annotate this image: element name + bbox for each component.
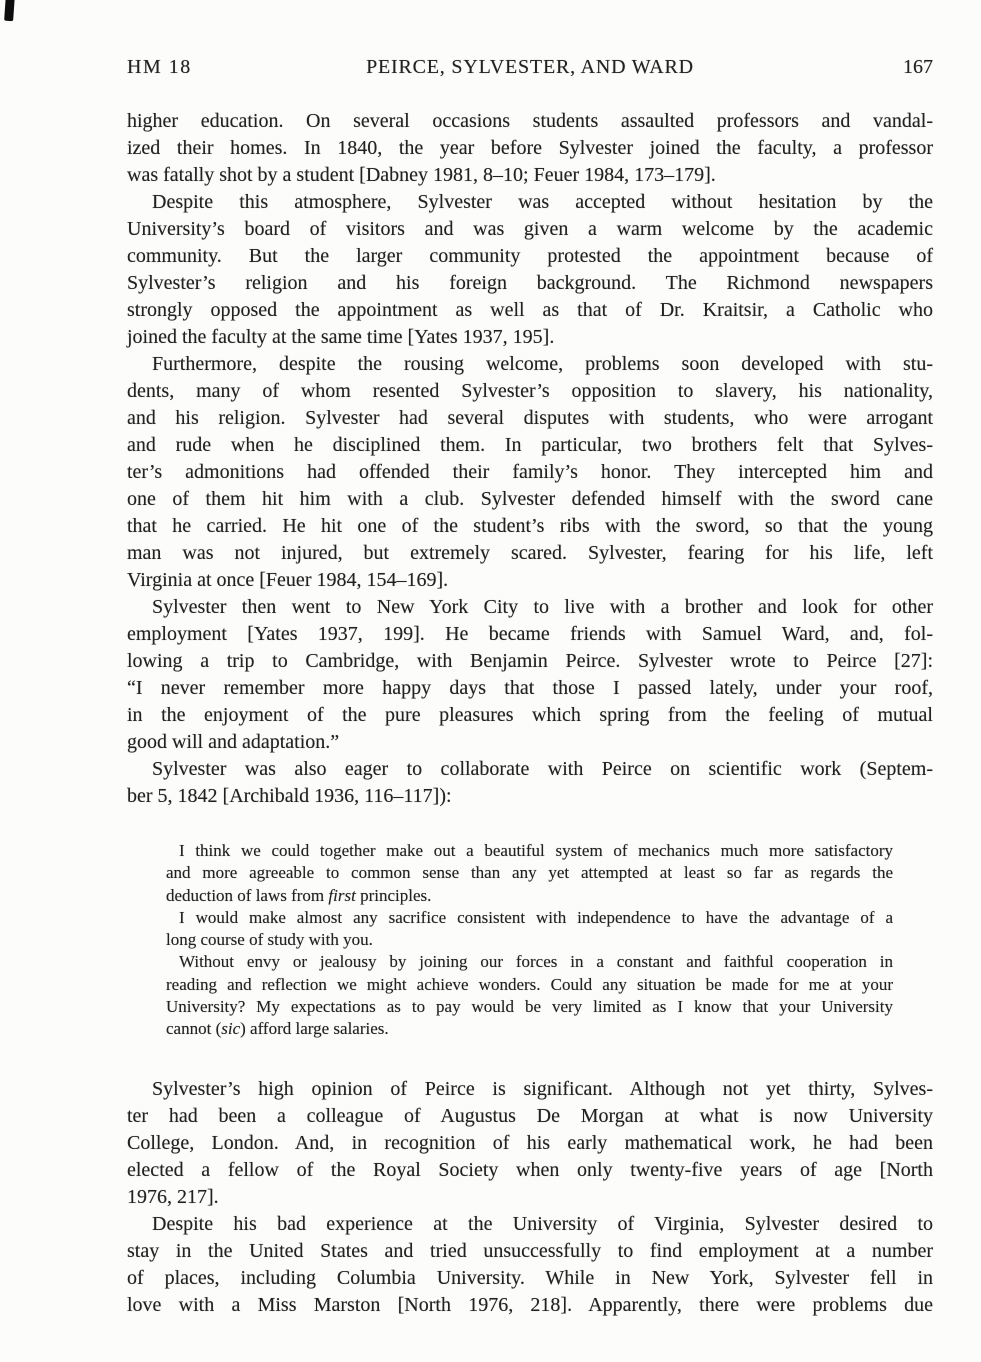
text-line: elected a fellow of the Royal Society when only twenty-five years of age [North <box>127 1158 933 1181</box>
journal-volume-code: HM 18 <box>127 56 192 78</box>
text-line: employment [Yates 1937, 199]. He became friends with Samuel Ward, and, fol- <box>127 623 933 645</box>
running-title: PEIRCE, SYLVESTER, AND WARD <box>366 56 694 78</box>
text-line: dents, many of whom resented Sylvester’s opposition to slavery, his nationality, <box>127 380 933 402</box>
text-line: ter’s admonitions had offended their family’s honor. They intercepted him and <box>127 461 933 483</box>
text-line: Despite this atmosphere, Sylvester was accepted without hesitation by the <box>152 191 933 213</box>
body-text-lower <box>127 1076 933 1319</box>
text-line: lowing a trip to Cambridge, with Benjamin Peirce. Sylvester wrote to Peirce [27]: <box>127 650 933 672</box>
text-line: man was not injured, but extremely scared. Sylvester, fearing for his life, left <box>127 542 933 564</box>
text-line: joined the faculty at the same time [Yates 1937, 195]. <box>127 326 555 348</box>
scan-artifact-mark <box>4 0 15 21</box>
text-line: and rude when he disciplined them. In particular, two brothers felt that Sylves- <box>127 434 933 456</box>
text-line: love with a Miss Marston [North 1976, 218]. Apparently, there were problems due <box>127 1293 933 1316</box>
text-line: deduction of laws from first principles. <box>166 885 432 905</box>
letter-block-quote <box>166 840 893 1041</box>
text-line: higher education. On several occasions students assaulted professors and vandal- <box>127 110 933 132</box>
text-line: ber 5, 1842 [Archibald 1936, 116–117]): <box>127 785 452 807</box>
text-line: of places, including Columbia University. While in New York, Sylvester fell in <box>127 1266 933 1289</box>
text-line: Sylvester’s high opinion of Peirce is significant. Although not yet thirty, Sylves- <box>152 1077 933 1100</box>
text-line: Sylvester was also eager to collaborate with Peirce on scientific work (Septem- <box>152 758 933 780</box>
text-line: Sylvester’s religion and his foreign background. The Richmond newspapers <box>127 272 933 294</box>
text-line: and his religion. Sylvester had several disputes with students, who were arrogant <box>127 407 933 429</box>
text-line: one of them hit him with a club. Sylvester defended himself with the sword cane <box>127 488 933 510</box>
text-line: University’s board of visitors and was given a warm welcome by the academic <box>127 218 933 240</box>
page-number: 167 <box>903 56 933 78</box>
text-column <box>127 55 933 1319</box>
text-line: reading and reflection we might achieve wonders. Could any situation be made for me at your <box>166 974 893 994</box>
text-line: long course of study with you. <box>166 930 373 950</box>
text-line: cannot (sic) afford large salaries. <box>166 1019 389 1039</box>
text-line: that he carried. He hit one of the student’s ribs with the sword, so that the young <box>127 515 933 537</box>
running-header <box>127 55 933 79</box>
text-line: Sylvester then went to New York City to live with a brother and look for other <box>152 596 933 618</box>
body-text-upper <box>127 108 933 810</box>
text-line: strongly opposed the appointment as well as that of Dr. Kraitsir, a Catholic who <box>127 299 933 321</box>
text-line: College, London. And, in recognition of his early mathematical work, he had been <box>127 1131 933 1154</box>
text-line: and more agreeable to common sense than any yet attempted at least so far as regards the <box>166 863 893 883</box>
text-line: I think we could together make out a beautiful system of mechanics much more satisfactory <box>179 841 893 860</box>
text-line: I would make almost any sacrifice consistent with independence to have the advantage of a <box>179 907 893 927</box>
text-line: Without envy or jealousy by joining our forces in a constant and faithful cooperation in <box>179 952 893 972</box>
text-line: ized their homes. In 1840, the year before Sylvester joined the faculty, a professor <box>127 137 933 159</box>
text-line: in the enjoyment of the pure pleasures which spring from the feeling of mutual <box>127 704 933 726</box>
text-line: Virginia at once [Feuer 1984, 154–169]. <box>127 569 449 591</box>
text-line: Furthermore, despite the rousing welcome, problems soon developed with stu- <box>152 353 933 375</box>
text-line: community. But the larger community protested the appointment because of <box>127 245 933 267</box>
text-line: ter had been a colleague of Augustus De Morgan at what is now University <box>127 1104 933 1127</box>
text-line: University? My expectations as to pay would be very limited as I know that your University <box>166 997 893 1017</box>
text-line: was fatally shot by a student [Dabney 1981, 8–10; Feuer 1984, 173–179]. <box>127 164 716 186</box>
text-line: stay in the United States and tried unsuccessfully to find employment at a number <box>127 1239 933 1262</box>
text-line: “I never remember more happy days that those I passed lately, under your roof, <box>127 677 933 699</box>
text-line: 1976, 217]. <box>127 1185 219 1208</box>
text-line: Despite his bad experience at the University of Virginia, Sylvester desired to <box>152 1212 933 1235</box>
text-line: good will and adaptation.” <box>127 731 340 753</box>
